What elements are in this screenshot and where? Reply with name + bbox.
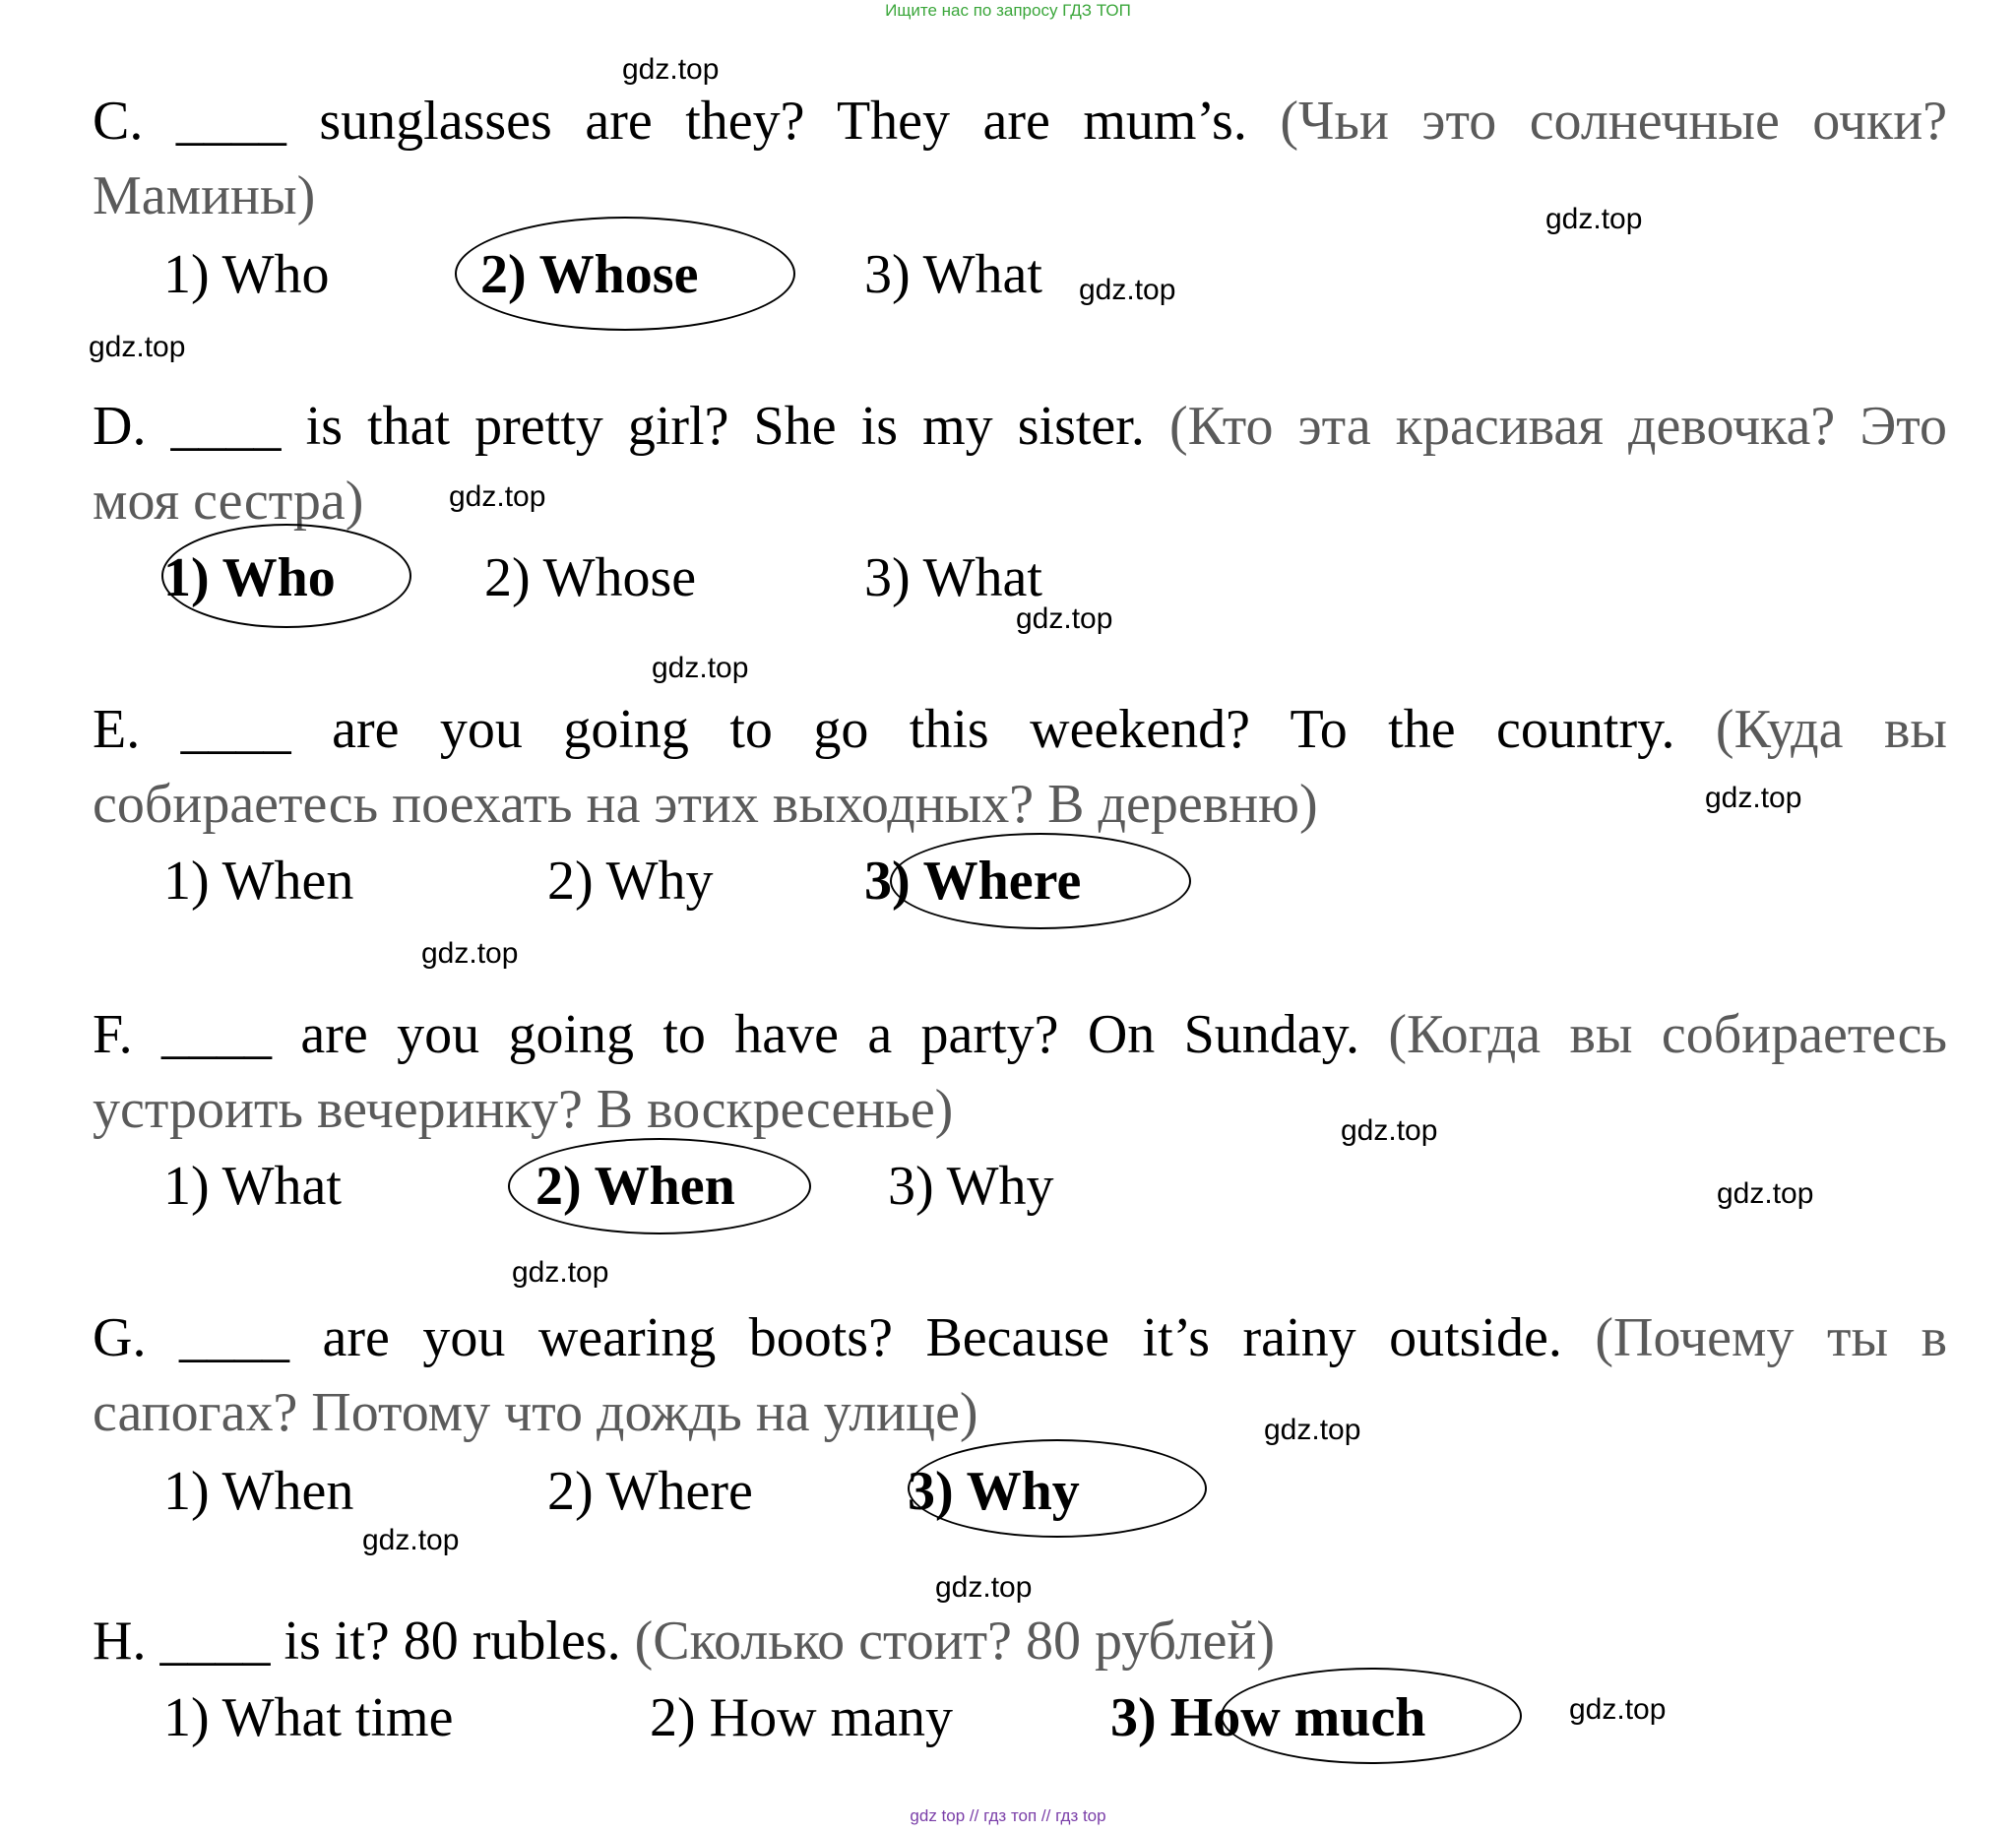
question-e-line2: собираетесь поехать на этих выходных? В деревню) <box>93 774 1318 835</box>
answer-blank: ____ <box>175 91 286 152</box>
answer-blank: ____ <box>159 1611 271 1672</box>
watermark: gdz.top <box>1705 782 1802 814</box>
answer-circle <box>890 833 1191 929</box>
question-d-option-3: 3) What <box>864 547 1042 608</box>
question-d-option-1: 1) Who <box>163 547 336 608</box>
question-translation: (Чьи это солнечные очки? <box>1280 91 1948 152</box>
question-text: is that pretty girl? She is my sister. <box>305 396 1145 457</box>
question-text: are you going to have a party? On Sunday. <box>300 1004 1359 1065</box>
answer-circle <box>455 217 795 331</box>
question-f-line2: устроить вечеринку? В воскресенье) <box>93 1079 954 1140</box>
watermark: gdz.top <box>1016 602 1113 635</box>
answer-blank: ____ <box>161 1004 273 1065</box>
question-e-option-1: 1) When <box>163 851 354 912</box>
question-g-option-3: 3) Why <box>908 1461 1080 1522</box>
question-f-option-1: 1) What <box>163 1156 342 1217</box>
question-g-option-1: 1) When <box>163 1461 354 1522</box>
question-letter: H. <box>93 1611 147 1672</box>
question-f-option-3: 3) Why <box>888 1156 1054 1217</box>
question-f-line1 <box>93 1000 1947 1069</box>
question-text: is it? 80 rubles. <box>284 1611 621 1672</box>
question-h-option-2: 2) How many <box>650 1687 953 1748</box>
watermark: gdz.top <box>1569 1693 1667 1726</box>
watermark: gdz.top <box>449 480 546 513</box>
question-letter: C. <box>93 91 144 152</box>
question-text: sunglasses are they? They are mum’s. <box>319 91 1247 152</box>
question-text: are you wearing boots? Because it’s rainy outside. <box>322 1307 1562 1368</box>
question-h-option-3: 3) How much <box>1110 1687 1426 1748</box>
question-text: are you going to go this weekend? To the country. <box>332 699 1675 760</box>
question-e-option-3: 3) Where <box>864 851 1082 912</box>
question-letter: G. <box>93 1307 147 1368</box>
question-g-line1 <box>93 1303 1947 1372</box>
question-letter: E. <box>93 699 141 760</box>
question-translation: (Кто эта красивая девочка? Это <box>1168 396 1948 457</box>
question-c-option-2: 2) Whose <box>480 244 699 305</box>
watermark: gdz.top <box>89 331 186 363</box>
watermark: gdz.top <box>622 53 720 86</box>
answer-circle <box>508 1138 811 1234</box>
question-translation: (Сколько стоит? 80 рублей) <box>634 1611 1276 1672</box>
question-letter: D. <box>93 396 147 457</box>
question-d-line1 <box>93 392 1947 461</box>
watermark: gdz.top <box>1545 203 1643 235</box>
watermark: gdz.top <box>512 1256 609 1289</box>
question-f-option-2: 2) When <box>536 1156 735 1217</box>
question-c-line1 <box>93 87 1947 156</box>
question-g-line2: сапогах? Потому что дождь на улице) <box>93 1382 978 1443</box>
watermark: gdz.top <box>1717 1177 1814 1210</box>
question-translation: (Куда вы <box>1715 699 1948 760</box>
watermark: gdz.top <box>1341 1114 1438 1147</box>
answer-circle <box>1221 1668 1522 1764</box>
question-translation: (Почему ты в <box>1595 1307 1948 1368</box>
question-e-line1 <box>93 695 1947 764</box>
answer-blank: ____ <box>170 396 282 457</box>
watermark: gdz.top <box>935 1571 1033 1604</box>
question-g-option-2: 2) Where <box>547 1461 753 1522</box>
watermark: gdz.top <box>362 1524 460 1556</box>
question-c-option-1: 1) Who <box>163 244 330 305</box>
watermark: gdz.top <box>1079 274 1176 306</box>
top-banner: Ищите нас по запросу ГДЗ ТОП <box>885 1 1131 20</box>
answer-circle <box>161 524 411 628</box>
watermark: gdz.top <box>1264 1414 1361 1446</box>
question-letter: F. <box>93 1004 133 1065</box>
bottom-banner: gdz top // гдз топ // гдз top <box>910 1806 1106 1825</box>
question-e-option-2: 2) Why <box>547 851 714 912</box>
question-h-line1 <box>93 1607 1275 1675</box>
question-d-option-2: 2) Whose <box>484 547 697 608</box>
question-c-line2: Мамины) <box>93 165 316 226</box>
question-c-option-3: 3) What <box>864 244 1042 305</box>
question-h-option-1: 1) What time <box>163 1687 454 1748</box>
watermark: gdz.top <box>421 937 519 970</box>
answer-circle <box>908 1439 1207 1538</box>
watermark: gdz.top <box>652 652 749 684</box>
answer-blank: ____ <box>180 699 291 760</box>
question-d-line2: моя сестра) <box>93 471 364 532</box>
question-translation: (Когда вы собираетесь <box>1388 1004 1948 1065</box>
answer-blank: ____ <box>178 1307 289 1368</box>
